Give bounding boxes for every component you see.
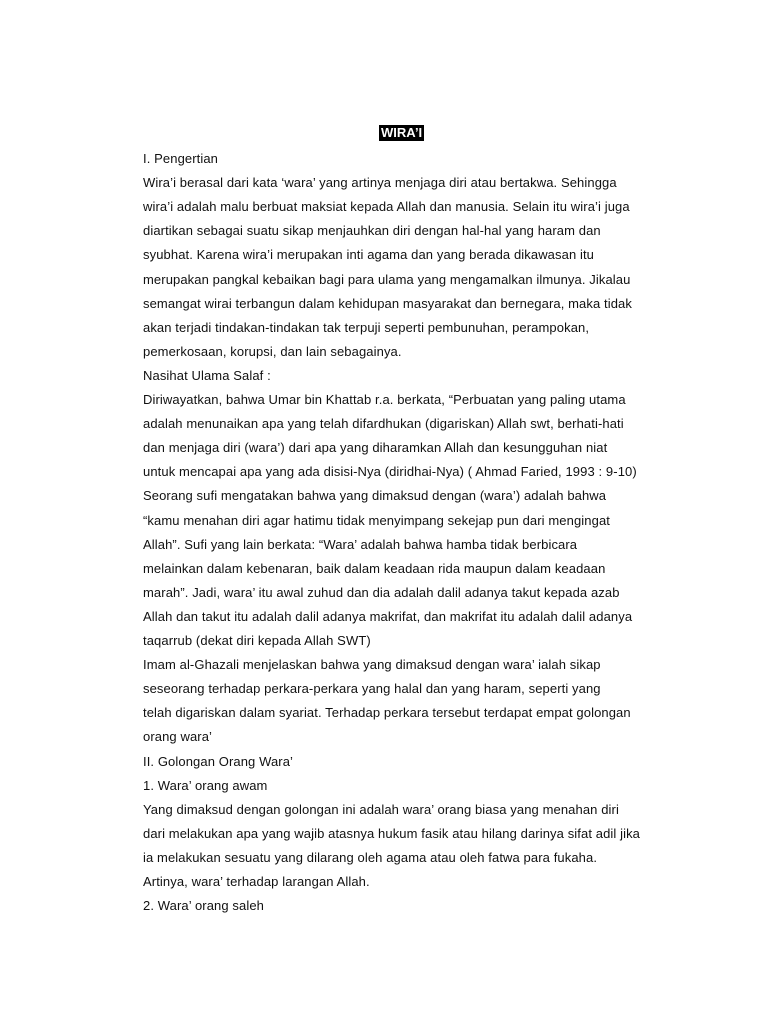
text-line: syubhat. Karena wira’i merupakan inti agama dan yang berada dikawasan itu <box>143 247 595 263</box>
text-line: II. Golongan Orang Wara’ <box>143 753 294 769</box>
text-line: telah digariskan dalam syariat. Terhadap perkara tersebut terdapat empat golongan <box>143 705 631 721</box>
text-line: taqarrub (dekat diri kepada Allah SWT) <box>143 633 371 648</box>
text-line: Nasihat Ulama Salaf : <box>143 367 271 383</box>
text-line: 2. Wara’ orang saleh <box>143 898 264 914</box>
text-line: Diriwayatkan, bahwa Umar bin Khattab r.a. berkata, “Perbuatan yang paling utama <box>143 392 626 407</box>
text-line: 1. Wara’ orang awam <box>143 777 268 793</box>
text-line: pemerkosaan, korupsi, dan lain sebagainya. <box>143 343 402 359</box>
text-line: semangat wirai terbangun dalam kehidupan masyarakat dan bernegara, maka tidak <box>143 295 632 311</box>
text-line: akan terjadi tindakan-tindakan tak terpuji seperti pembunuhan, perampokan, <box>143 319 590 335</box>
text-line: Wira’i berasal dari kata ‘wara’ yang artinya menjaga diri atau bertakwa. Sehingga <box>143 175 617 191</box>
text-line: orang wara’ <box>143 729 213 745</box>
text-line: adalah menunaikan apa yang telah difardhukan (digariskan) Allah swt, berhati-hati <box>143 416 624 432</box>
text-line: I. Pengertian <box>143 151 219 166</box>
text-line: marah”. Jadi, wara’ itu awal zuhud dan dia adalah dalil adanya takut kepada azab <box>143 584 620 600</box>
text-line: Imam al-Ghazali menjelaskan bahwa yang dimaksud dengan wara’ ialah sikap <box>143 657 601 673</box>
text-line: Yang dimaksud dengan golongan ini adalah wara’ orang biasa yang menahan diri <box>143 801 619 817</box>
text-line: seseorang terhadap perkara-perkara yang halal dan yang haram, seperti yang <box>143 681 601 697</box>
text-line: Allah”. Sufi yang lain berkata: “Wara’ adalah bahwa hamba tidak berbicara <box>143 536 578 552</box>
text-line: diartikan sebagai suatu sikap menjauhkan diri dengan hal-hal yang haram dan <box>143 223 601 239</box>
text-line: ia melakukan sesuatu yang dilarang oleh agama atau oleh fatwa para fukaha. <box>143 849 598 865</box>
text-line: Allah dan takut itu adalah dalil adanya makrifat, dan makrifat itu adalah dalil adanya <box>143 608 633 624</box>
text-line: dari melakukan apa yang wajib atasnya hukum fasik atau hilang darinya sifat adil jika <box>143 825 641 841</box>
text-line: Artinya, wara’ terhadap larangan Allah. <box>143 874 370 889</box>
text-line: merupakan pangkal kebaikan bagi para ulama yang mengamalkan ilmunya. Jikalau <box>143 271 631 287</box>
text-line: melainkan dalam kebenaran, baik dalam keadaan rida maupun dalam keadaan <box>143 560 606 576</box>
document-title: WIRA’I <box>381 125 423 140</box>
text-line: “kamu menahan diri agar hatimu tidak menyimpang sekejap pun dari mengingat <box>143 512 610 528</box>
text-line: Seorang sufi mengatakan bahwa yang dimaksud dengan (wara’) adalah bahwa <box>143 488 607 504</box>
text-line: wira’i adalah malu berbuat maksiat kepada Allah dan manusia. Selain itu wira’i juga <box>143 199 630 215</box>
text-line: dan menjaga diri (wara’) dari apa yang diharamkan Allah dan kesungguhan niat <box>143 440 608 456</box>
text-line: untuk mencapai apa yang ada disisi-Nya (diridhai-Nya) ( Ahmad Faried, 1993 : 9-10) <box>143 464 637 480</box>
